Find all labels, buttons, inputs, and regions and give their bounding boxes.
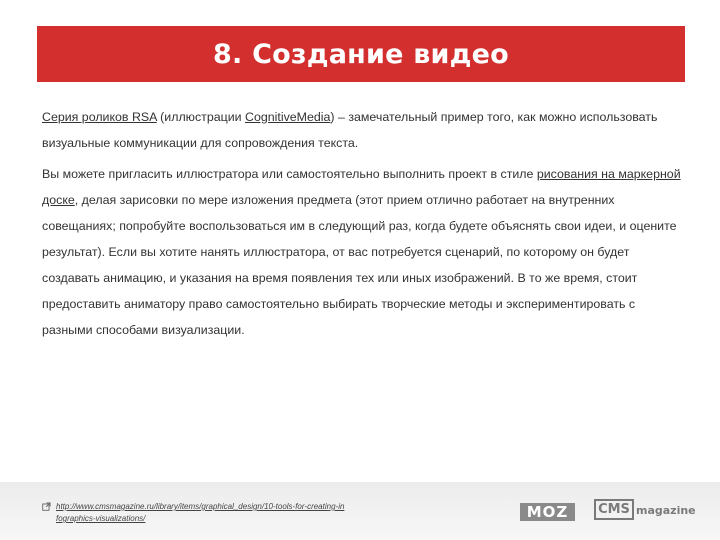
source-link[interactable]: http://www.cmsmagazine.ru/library/items/graphical_design/10-tools-for-creating-infographics-visualizations/ (56, 502, 345, 523)
paragraph-rsa-text-2: ) – замечательный пример того, как можно использовать визуальные коммуникации для сопровождения текста. (42, 110, 658, 150)
footer (0, 482, 720, 540)
paragraph-rsa-text-1: (иллюстрации (156, 110, 246, 124)
external-link-icon (42, 502, 51, 511)
cognitivemedia-link[interactable]: CognitiveMedia (245, 110, 331, 124)
title-bar (37, 26, 685, 82)
cms-logo-box: CMS (594, 499, 634, 520)
cms-logo-word: magazine (636, 504, 696, 517)
whiteboard-drawing-link[interactable]: рисования на маркерной доске (42, 167, 681, 207)
paragraph-rsa (42, 104, 684, 156)
rsa-series-link[interactable]: Серия роликов RSA (42, 110, 157, 124)
moz-logo: MOZ (520, 503, 575, 521)
slide-content (42, 104, 684, 348)
paragraph-illustrator (42, 161, 684, 343)
paragraph-illustrator-text-2: , делая зарисовки по мере изложения предмета (этот прием отлично работает на внутренних совещаниях; попробуйте воспользоваться им в следующий раз, когда будете объяснять свои идеи, и оцените результат). Если вы хотите нанять иллюстратора, от вас потребуется сценарий, по которому он будет создавать анимацию, и указания на время появления тех или иных изображений. В то же время, стоит предоставить аниматору право самостоятельно выбирать творческие методы и экспериментировать с разными способами визуализации. (42, 193, 677, 337)
paragraph-illustrator-text-1: Вы можете пригласить иллюстратора или самостоятельно выполнить проект в стиле (42, 167, 537, 181)
slide-title: 8. Создание видео (213, 38, 509, 70)
